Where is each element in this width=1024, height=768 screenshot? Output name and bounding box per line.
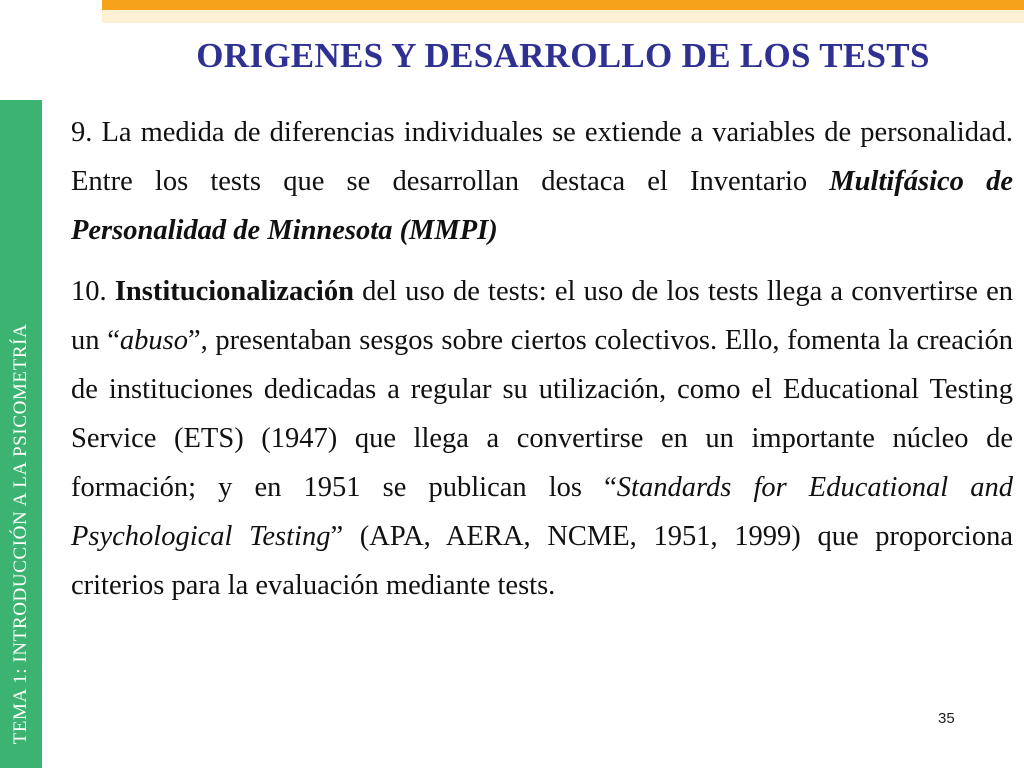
page-number: 35 [938, 710, 955, 727]
sidebar-band [0, 100, 42, 768]
institutionalization-term: Institucionalización [114, 276, 354, 307]
paragraph-text-part-c: ” (APA, AERA, NCME, 1951, 1999) que proporciona criterios para la evaluación mediante tests. [71, 521, 1013, 601]
abuso-italic: abuso [119, 325, 188, 356]
paragraph-institutionalization [71, 267, 1013, 610]
slide-title: ORIGENES Y DESARROLLO DE LOS TESTS [196, 36, 930, 75]
paragraph-number: 10. [71, 276, 115, 307]
paragraph-mmpi-text: 9. La medida de diferencias individuales se extiende a variables de personalidad. Entre los tests que se desarrollan destaca el Inventario [71, 117, 1013, 197]
standards-italic: Standards for Educational and Psychological Testing [71, 472, 1013, 552]
paragraph-text-part-b: ”, presentaban sesgos sobre ciertos colectivos. Ello, fomenta la creación de instituciones dedicadas a regular su utilización, como el Educational Testing Service (ETS) (1947) que llega a convertirse en un importante núcleo de formación; y en 1951 se publican los “ [71, 325, 1013, 503]
top-accent-bar [102, 0, 1024, 10]
mmpi-emphasis: Multifásico de Personalidad de Minnesota (MMPI) [71, 166, 1014, 246]
top-accent-bar-light [102, 10, 1024, 23]
sidebar-topic-label: TEMA 1: INTRODUCCIÓN A LA PSICOMETRÍA [10, 323, 31, 745]
slide-body [71, 108, 1013, 610]
paragraph-text-part-a: del uso de tests: el uso de los tests llega a convertirse en un “ [71, 276, 1013, 356]
paragraph-mmpi [71, 108, 1013, 255]
